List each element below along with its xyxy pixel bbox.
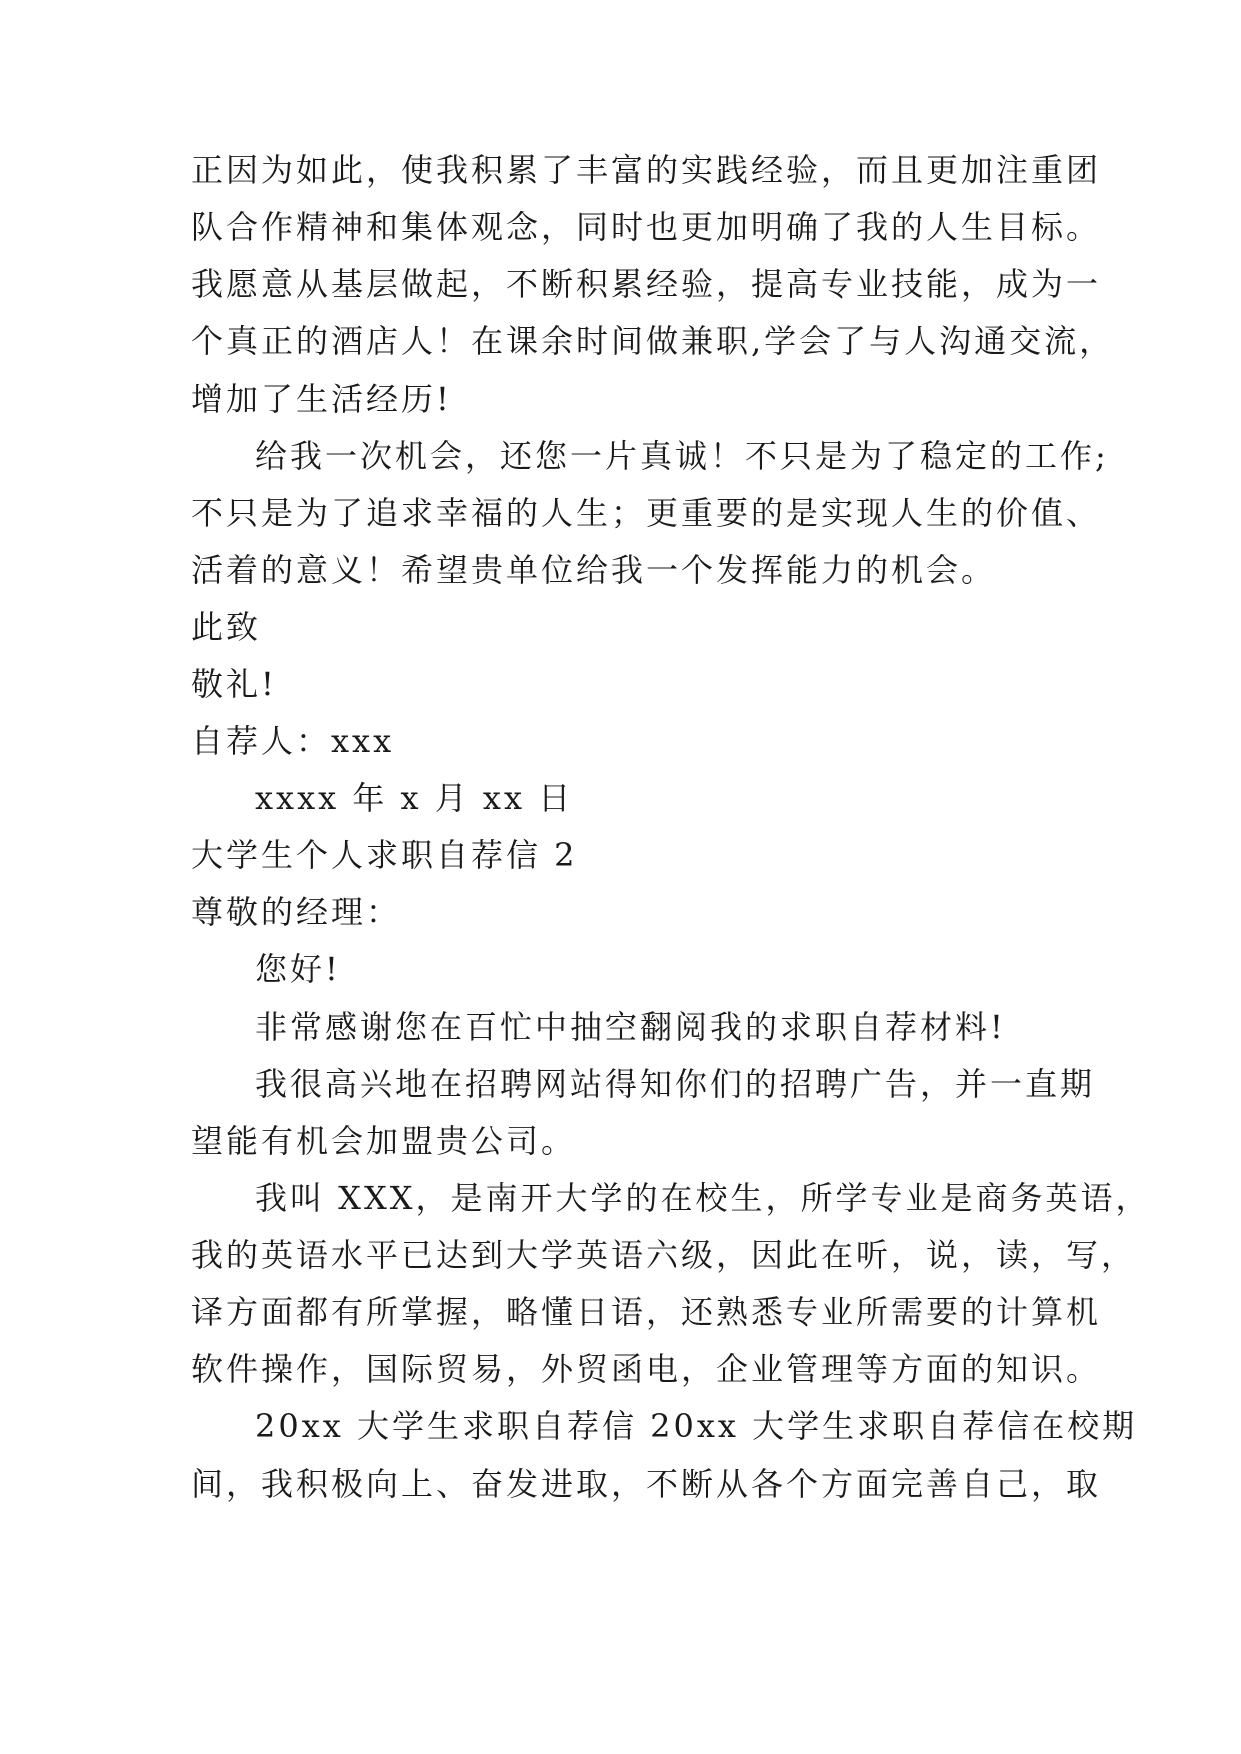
text-line: 软件操作，国际贸易，外贸函电，企业管理等方面的知识。	[191, 1350, 1102, 1388]
text-line: 译方面都有所掌握，略懂日语，还熟悉专业所需要的计算机	[191, 1293, 1102, 1331]
text-line: 我愿意从基层做起，不断积累经验，提高专业技能，成为一	[191, 265, 1102, 303]
text-line: 活着的意义！希望贵单位给我一个发挥能力的机会。	[191, 551, 997, 589]
text-line: 20xx 大学生求职自荐信 20xx 大学生求职自荐信在校期	[255, 1407, 1138, 1445]
text-line: 非常感谢您在百忙中抽空翻阅我的求职自荐材料!	[255, 1008, 1006, 1046]
text-line: 增加了生活经历!	[191, 380, 452, 418]
text-line: 我叫 XXX，是南开大学的在校生，所学专业是商务英语，	[255, 1179, 1151, 1217]
text-line: 我很高兴地在招聘网站得知你们的招聘广告，并一直期	[255, 1065, 1096, 1103]
greeting: 尊敬的经理：	[191, 893, 402, 931]
text-line: 我的英语水平已达到大学英语六级，因此在听，说，读，写，	[191, 1236, 1137, 1274]
text-line: 间，我积极向上、奋发进取，不断从各个方面完善自己，取	[191, 1465, 1102, 1503]
date-line: xxxx 年 x 月 xx 日	[255, 779, 574, 817]
text-line: 个真正的酒店人！在课余时间做兼职,学会了与人沟通交流，	[191, 322, 1115, 360]
text-line: 望能有机会加盟贵公司。	[191, 1122, 577, 1160]
text-line: 正因为如此，使我积累了丰富的实践经验，而且更加注重团	[191, 151, 1102, 189]
signature: 自荐人：xxx	[191, 722, 395, 760]
section-title: 大学生个人求职自荐信 2	[191, 836, 578, 874]
text-line: 给我一次机会，还您一片真诚！不只是为了稳定的工作;	[255, 437, 1109, 475]
closing-salutation: 此致	[191, 608, 262, 646]
text-line: 不只是为了追求幸福的人生；更重要的是实现人生的价值、	[191, 494, 1102, 532]
closing-regards: 敬礼!	[191, 665, 277, 703]
text-line: 队合作精神和集体观念，同时也更加明确了我的人生目标。	[191, 208, 1102, 246]
text-line: 您好!	[255, 950, 341, 988]
